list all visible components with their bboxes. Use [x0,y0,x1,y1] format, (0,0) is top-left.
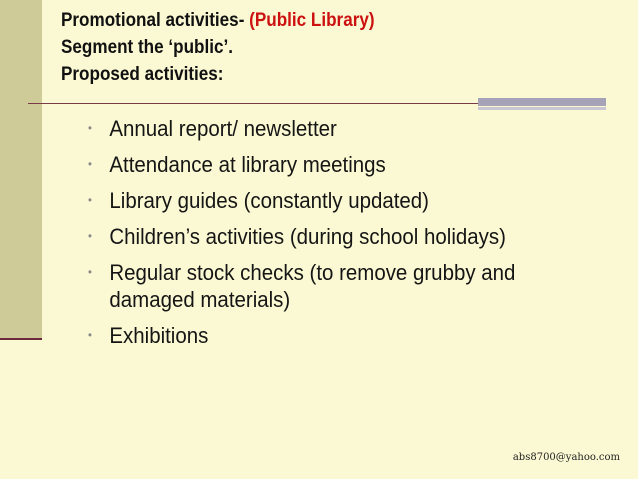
list-item-text: Children’s activities (during school holidays) [109,224,506,249]
title-line-3: Proposed activities: [61,64,224,85]
bullet-icon: • [88,328,92,342]
horizontal-rule [28,103,478,104]
bullet-icon: • [88,121,92,135]
list-item [88,115,553,142]
list-item [88,187,553,214]
title-line-2: Segment the ‘public’. [61,37,233,58]
list-item [88,223,553,250]
title-main-text: Promotional activities- [61,10,245,31]
bullet-icon: • [88,193,92,207]
left-decorative-bar [0,0,42,340]
title-highlight-text: (Public Library) [249,10,375,31]
activities-list [88,115,588,358]
list-item-text: Exhibitions [109,323,209,348]
list-item [88,322,553,349]
bullet-icon: • [88,229,92,243]
left-bar-accent-line [0,338,42,340]
footer-email: abs8700@yahoo.com [512,452,620,463]
bullet-icon: • [88,157,92,171]
list-item-text: Regular stock checks (to remove grubby and damaged materials) [109,260,516,312]
slide-title-block [61,7,375,88]
list-item-text: Library guides (constantly updated) [109,188,429,213]
rule-accent-bar [478,98,606,106]
bullet-icon: • [88,265,92,279]
title-line-1 [61,7,375,34]
list-item [88,151,553,178]
list-item [88,259,553,313]
rule-accent-shadow [478,107,606,110]
list-item-text: Annual report/ newsletter [109,116,337,141]
list-item-text: Attendance at library meetings [109,152,386,177]
